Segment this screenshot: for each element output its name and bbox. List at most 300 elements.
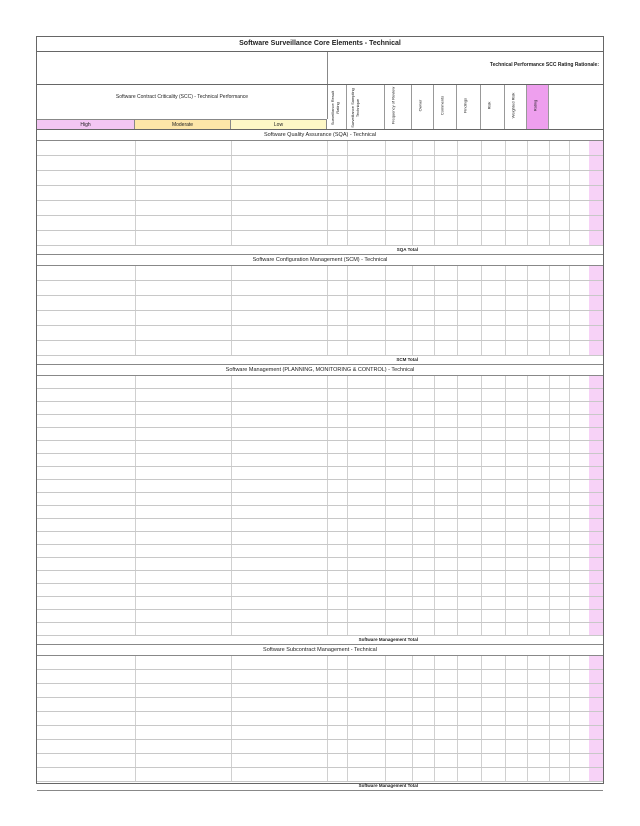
grid-line [231, 171, 232, 185]
grid-line [481, 480, 482, 492]
grid-line [549, 454, 550, 466]
rating-cell[interactable] [589, 441, 603, 453]
grid-line [231, 768, 232, 781]
grid-line [457, 216, 458, 230]
grid-line [135, 684, 136, 697]
grid-line [434, 467, 435, 479]
grid-line [434, 415, 435, 427]
grid-line [569, 216, 570, 230]
grid-line [231, 402, 232, 414]
grid-line [481, 415, 482, 427]
grid-line [385, 506, 386, 518]
grid-line [457, 768, 458, 781]
grid-line [527, 441, 528, 453]
rating-cell[interactable] [589, 186, 603, 200]
grid-line [347, 506, 348, 518]
grid-line [385, 186, 386, 200]
grid-line [434, 156, 435, 170]
table-row [37, 454, 603, 467]
rating-cell[interactable] [589, 389, 603, 401]
table-row [37, 712, 603, 726]
rating-cell[interactable] [589, 480, 603, 492]
grid-line [135, 428, 136, 440]
grid-line [569, 532, 570, 544]
grid-line [434, 428, 435, 440]
grid-line [549, 480, 550, 492]
section-total-label: SQA Total [396, 247, 418, 252]
table-row [37, 156, 603, 171]
grid-line [549, 326, 550, 340]
table-row [37, 480, 603, 493]
grid-line [549, 296, 550, 310]
grid-line [457, 441, 458, 453]
grid-line [457, 467, 458, 479]
grid-line [505, 768, 506, 781]
table-row [37, 231, 603, 246]
grid-line [527, 698, 528, 711]
rating-cell[interactable] [589, 610, 603, 622]
table-row [37, 141, 603, 156]
grid-line [434, 726, 435, 739]
grid-line [231, 156, 232, 170]
grid-line [412, 740, 413, 753]
rating-cell[interactable] [589, 597, 603, 609]
grid-line [569, 480, 570, 492]
grid-line [434, 558, 435, 570]
rating-cell[interactable] [589, 341, 603, 355]
grid-line [481, 341, 482, 355]
grid-line [412, 467, 413, 479]
grid-line [549, 201, 550, 215]
grid-line [231, 231, 232, 245]
rating-cell[interactable] [589, 656, 603, 669]
table-row [37, 467, 603, 480]
grid-line [231, 712, 232, 725]
grid-line [569, 558, 570, 570]
grid-line [505, 623, 506, 635]
section-total-label: SCM Total [396, 357, 418, 362]
grid-line [505, 376, 506, 388]
grid-line [231, 266, 232, 280]
rating-cell[interactable] [589, 326, 603, 340]
grid-line [347, 402, 348, 414]
grid-line [549, 740, 550, 753]
rating-cell[interactable] [589, 231, 603, 245]
rating-cell[interactable] [589, 415, 603, 427]
grid-line [385, 341, 386, 355]
rating-cell[interactable] [589, 506, 603, 518]
grid-line [135, 584, 136, 596]
rating-cell[interactable] [589, 266, 603, 280]
rating-cell[interactable] [589, 171, 603, 185]
grid-line [481, 296, 482, 310]
sheet-title: Software Surveillance Core Elements - Technical [37, 37, 603, 52]
grid-line [549, 698, 550, 711]
section-total-row [37, 356, 603, 365]
grid-line [327, 266, 328, 280]
table-row [37, 545, 603, 558]
rating-cell[interactable] [589, 558, 603, 570]
section-total-label: Software Management Total [358, 783, 418, 788]
table-row [37, 441, 603, 454]
grid-line [457, 389, 458, 401]
grid-line [327, 171, 328, 185]
rating-cell[interactable] [589, 698, 603, 711]
grid-line [481, 684, 482, 697]
rating-cell[interactable] [589, 201, 603, 215]
grid-line [327, 341, 328, 355]
grid-line [327, 684, 328, 697]
rationale-label: Technical Performance SCC Rating Rationale: [489, 62, 599, 68]
grid-line [434, 656, 435, 669]
grid-line [481, 558, 482, 570]
grid-line [412, 141, 413, 155]
grid-line [327, 231, 328, 245]
grid-line [434, 171, 435, 185]
grid-line [481, 726, 482, 739]
grid-line [385, 584, 386, 596]
grid-line [549, 402, 550, 414]
grid-line [549, 376, 550, 388]
grid-line [434, 441, 435, 453]
rating-cell[interactable] [589, 281, 603, 295]
column-header-5 [457, 85, 481, 129]
grid-line [569, 376, 570, 388]
grid-line [527, 480, 528, 492]
grid-line [505, 656, 506, 669]
grid-line [481, 584, 482, 596]
grid-line [385, 558, 386, 570]
grid-line [505, 281, 506, 295]
grid-line [347, 326, 348, 340]
grid-line [481, 506, 482, 518]
grid-line [434, 545, 435, 557]
grid-line [457, 712, 458, 725]
table-row [37, 376, 603, 389]
grid-line [434, 623, 435, 635]
grid-line [505, 186, 506, 200]
grid-line [434, 493, 435, 505]
grid-line [481, 326, 482, 340]
rating-cell[interactable] [589, 296, 603, 310]
grid-line [412, 684, 413, 697]
grid-line [481, 532, 482, 544]
grid-line [412, 186, 413, 200]
grid-line [347, 545, 348, 557]
grid-line [135, 281, 136, 295]
rating-cell[interactable] [589, 493, 603, 505]
grid-line [481, 754, 482, 767]
grid-line [505, 584, 506, 596]
rating-cell[interactable] [589, 712, 603, 725]
grid-line [412, 454, 413, 466]
grid-line [481, 266, 482, 280]
grid-line [347, 171, 348, 185]
grid-line [135, 171, 136, 185]
column-header-6 [481, 85, 505, 129]
grid-line [231, 480, 232, 492]
grid-line [385, 480, 386, 492]
grid-line [135, 415, 136, 427]
grid-line [135, 231, 136, 245]
grid-line [412, 376, 413, 388]
grid-line [569, 670, 570, 683]
grid-line [347, 740, 348, 753]
section-total-row [37, 782, 603, 791]
grid-line [327, 296, 328, 310]
grid-line [457, 558, 458, 570]
grid-line [385, 597, 386, 609]
grid-line [549, 171, 550, 185]
grid-line [481, 428, 482, 440]
grid-line [505, 341, 506, 355]
rating-cell[interactable] [589, 532, 603, 544]
grid-line [385, 171, 386, 185]
table-row [37, 768, 603, 782]
grid-line [527, 670, 528, 683]
grid-line [505, 519, 506, 531]
rating-cell[interactable] [589, 454, 603, 466]
grid-line [549, 266, 550, 280]
column-header-7 [505, 85, 527, 129]
grid-line [135, 186, 136, 200]
grid-line [549, 231, 550, 245]
grid-line [549, 712, 550, 725]
column-header-8 [527, 85, 549, 129]
grid-line [549, 519, 550, 531]
grid-line [527, 584, 528, 596]
rating-cell[interactable] [589, 519, 603, 531]
grid-line [457, 141, 458, 155]
grid-line [527, 281, 528, 295]
section-header: Software Management (PLANNING, MONITORING & CONTROL) - Technical [37, 365, 603, 376]
rating-cell[interactable] [589, 376, 603, 388]
grid-line [327, 545, 328, 557]
grid-line [412, 156, 413, 170]
grid-line [327, 480, 328, 492]
rating-cell[interactable] [589, 740, 603, 753]
grid-line [569, 768, 570, 781]
rating-cell[interactable] [589, 684, 603, 697]
rating-cell[interactable] [589, 754, 603, 767]
grid-line [327, 726, 328, 739]
grid-line [457, 415, 458, 427]
table-row [37, 296, 603, 311]
rating-cell[interactable] [589, 467, 603, 479]
grid-line [327, 201, 328, 215]
grid-line [434, 376, 435, 388]
grid-line [505, 428, 506, 440]
grid-line [549, 156, 550, 170]
table-row [37, 698, 603, 712]
grid-line [412, 231, 413, 245]
grid-line [385, 296, 386, 310]
grid-line [135, 376, 136, 388]
rating-cell[interactable] [589, 584, 603, 596]
grid-line [481, 389, 482, 401]
grid-line [412, 201, 413, 215]
grid-line [231, 698, 232, 711]
rating-cell[interactable] [589, 156, 603, 170]
grid-line [412, 545, 413, 557]
grid-line [527, 311, 528, 325]
column-header-4 [434, 85, 457, 129]
grid-line [481, 402, 482, 414]
grid-line [527, 171, 528, 185]
grid-line [457, 726, 458, 739]
grid-line [385, 216, 386, 230]
rating-cell[interactable] [589, 141, 603, 155]
grid-line [385, 441, 386, 453]
grid-line [549, 467, 550, 479]
grid-line [527, 684, 528, 697]
grid-line [385, 740, 386, 753]
grid-line [347, 296, 348, 310]
rationale-row [37, 52, 603, 85]
grid-line [135, 623, 136, 635]
grid-line [385, 415, 386, 427]
grid-line [412, 532, 413, 544]
grid-line [327, 698, 328, 711]
grid-line [481, 441, 482, 453]
grid-line [327, 376, 328, 388]
grid-line [527, 296, 528, 310]
grid-line [527, 186, 528, 200]
grid-line [231, 519, 232, 531]
grid-line [327, 281, 328, 295]
table-row [37, 656, 603, 670]
grid-line [412, 441, 413, 453]
table-row [37, 402, 603, 415]
grid-line [569, 311, 570, 325]
column-header-label: Owner [417, 99, 423, 112]
grid-line [135, 712, 136, 725]
grid-line [347, 656, 348, 669]
rating-cell[interactable] [589, 726, 603, 739]
grid-line [505, 311, 506, 325]
grid-line [457, 597, 458, 609]
table-row [37, 201, 603, 216]
grid-line [412, 610, 413, 622]
grid-line [231, 558, 232, 570]
grid-line [457, 266, 458, 280]
grid-line [569, 281, 570, 295]
grid-line [231, 467, 232, 479]
grid-line [135, 545, 136, 557]
grid-line [327, 186, 328, 200]
grid-line [385, 266, 386, 280]
grid-line [385, 712, 386, 725]
grid-line [412, 768, 413, 781]
grid-line [505, 754, 506, 767]
rating-cell[interactable] [589, 428, 603, 440]
grid-line [569, 597, 570, 609]
grid-line [434, 712, 435, 725]
grid-line [481, 610, 482, 622]
grid-line [327, 597, 328, 609]
grid-line [135, 296, 136, 310]
grid-line [527, 712, 528, 725]
grid-line [347, 726, 348, 739]
table-row [37, 171, 603, 186]
grid-line [231, 656, 232, 669]
grid-line [481, 519, 482, 531]
rating-cell[interactable] [589, 311, 603, 325]
grid-line [135, 597, 136, 609]
grid-line [412, 670, 413, 683]
grid-line [549, 311, 550, 325]
grid-line [527, 558, 528, 570]
grid-line [457, 186, 458, 200]
table-row [37, 584, 603, 597]
grid-line [385, 493, 386, 505]
grid-line [527, 389, 528, 401]
grid-line [569, 415, 570, 427]
grid-line [505, 670, 506, 683]
grid-line [505, 506, 506, 518]
grid-line [481, 571, 482, 583]
grid-line [347, 558, 348, 570]
grid-line [347, 768, 348, 781]
rating-cell[interactable] [589, 545, 603, 557]
column-header-label: Weighted Risk [510, 92, 516, 119]
grid-line [549, 415, 550, 427]
grid-line [327, 454, 328, 466]
grid-line [549, 623, 550, 635]
grid-line [457, 610, 458, 622]
grid-line [527, 266, 528, 280]
section-total-row [37, 636, 603, 645]
rating-cell[interactable] [589, 623, 603, 635]
column-header-label: Surveillance Result Rating [330, 90, 340, 126]
grid-line [135, 754, 136, 767]
rating-cell[interactable] [589, 768, 603, 781]
grid-line [505, 571, 506, 583]
grid-line [327, 558, 328, 570]
grid-line [527, 156, 528, 170]
grid-line [527, 141, 528, 155]
grid-line [569, 156, 570, 170]
grid-line [434, 740, 435, 753]
grid-line [569, 454, 570, 466]
section-header: Software Configuration Management (SCM) - Technical [37, 255, 603, 266]
grid-line [549, 186, 550, 200]
grid-line [505, 597, 506, 609]
grid-line [327, 389, 328, 401]
rating-cell[interactable] [589, 216, 603, 230]
grid-line [327, 610, 328, 622]
performance-header: Software Contract Criticality (SCC) - Technical Performance [37, 85, 328, 119]
grid-line [231, 584, 232, 596]
rating-cell[interactable] [589, 571, 603, 583]
column-header-2 [385, 85, 412, 129]
grid-line [505, 326, 506, 340]
rating-cell[interactable] [589, 670, 603, 683]
grid-line [481, 216, 482, 230]
grid-line [434, 480, 435, 492]
grid-line [481, 311, 482, 325]
grid-line [527, 428, 528, 440]
grid-line [412, 311, 413, 325]
grid-line [135, 480, 136, 492]
grid-line [412, 571, 413, 583]
grid-line [527, 326, 528, 340]
grid-line [135, 519, 136, 531]
grid-line [434, 506, 435, 518]
grid-line [135, 441, 136, 453]
grid-line [135, 558, 136, 570]
rating-cell[interactable] [589, 402, 603, 414]
